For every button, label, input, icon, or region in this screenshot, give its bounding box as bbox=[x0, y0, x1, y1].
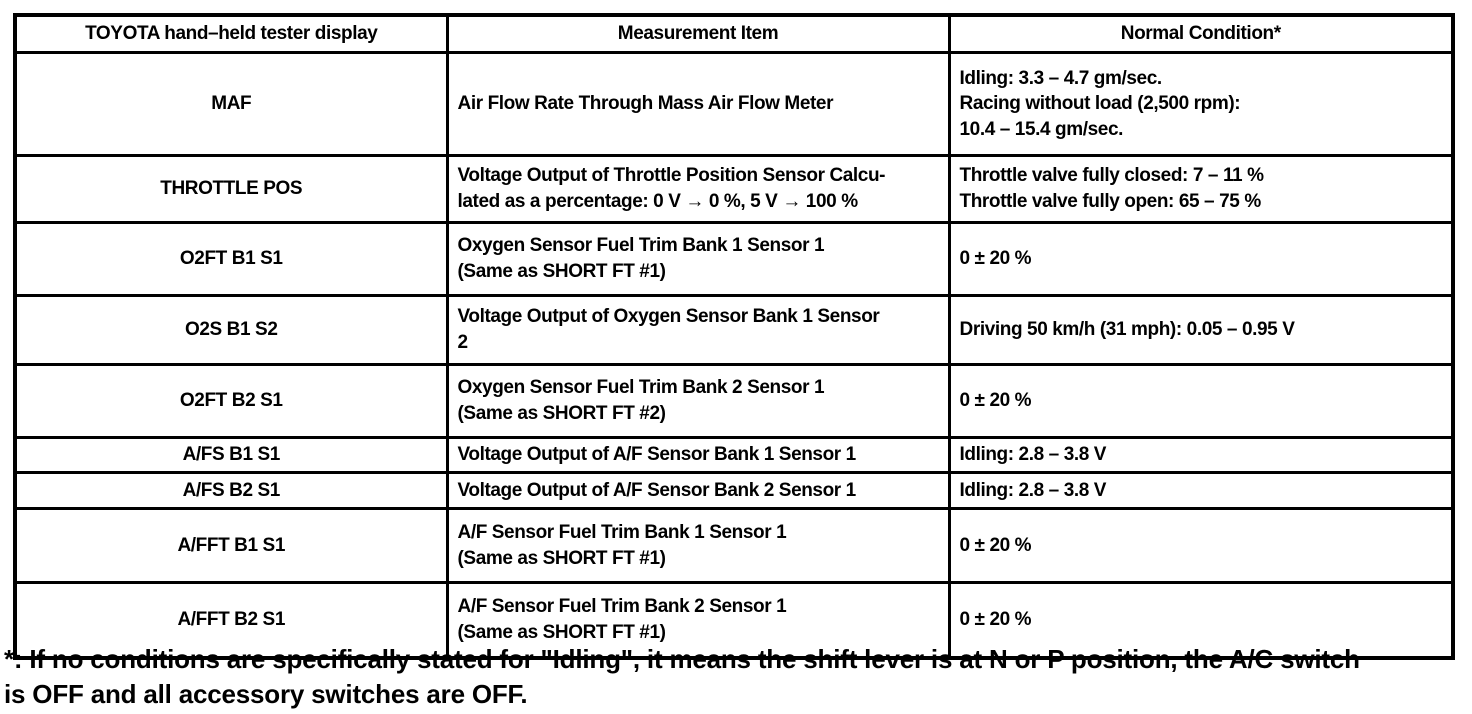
cell-text: 0 ± 20 % bbox=[959, 534, 1032, 556]
cell-text: MAF bbox=[211, 93, 252, 115]
table-row bbox=[15, 53, 1453, 156]
table-row bbox=[15, 223, 1453, 296]
cell-text: 2 bbox=[457, 332, 468, 353]
cell-text: (Same as SHORT FT #1) bbox=[457, 622, 666, 643]
cell-text: A/FS B1 S1 bbox=[182, 444, 280, 466]
table-row bbox=[15, 438, 1453, 473]
cell-text: lated as a percentage: 0 V → 0 %, 5 V → 100 % bbox=[457, 191, 858, 212]
cell-text: O2FT B1 S1 bbox=[179, 248, 283, 270]
tester-display-table bbox=[13, 13, 1455, 660]
cell-text: 0 ± 20 % bbox=[959, 609, 1032, 631]
cell-text: (Same as SHORT FT #2) bbox=[457, 403, 666, 424]
cell-text: A/FFT B2 S1 bbox=[177, 609, 285, 631]
cell-text: Voltage Output of Throttle Position Sensor Calcu- bbox=[457, 165, 886, 187]
cell-measurement-item bbox=[447, 296, 949, 365]
cell-text: A/F Sensor Fuel Trim Bank 1 Sensor 1 bbox=[457, 521, 787, 543]
header-tester-display: TOYOTA hand–held tester display bbox=[15, 15, 447, 53]
cell-text: Oxygen Sensor Fuel Trim Bank 1 Sensor 1 bbox=[457, 235, 825, 257]
cell-measurement-item bbox=[447, 53, 949, 156]
cell-normal-condition bbox=[949, 438, 1453, 473]
cell-text: O2FT B2 S1 bbox=[179, 390, 283, 412]
cell-normal-condition bbox=[949, 296, 1453, 365]
cell-text: Idling: 2.8 – 3.8 V bbox=[959, 444, 1107, 466]
footnote-line: is OFF and all accessory switches are OFF. bbox=[4, 679, 528, 710]
cell-measurement-item bbox=[447, 473, 949, 509]
table-row bbox=[15, 473, 1453, 509]
cell-text: Idling: 2.8 – 3.8 V bbox=[959, 479, 1107, 501]
cell-measurement-item bbox=[447, 509, 949, 583]
cell-measurement-item bbox=[447, 223, 949, 296]
cell-text: Idling: 3.3 – 4.7 gm/sec. bbox=[959, 67, 1162, 89]
cell-measurement-item bbox=[447, 438, 949, 473]
cell-tester-display bbox=[15, 365, 447, 438]
table-row bbox=[15, 365, 1453, 438]
header-normal-condition: Normal Condition* bbox=[949, 15, 1453, 53]
cell-tester-display bbox=[15, 473, 447, 509]
cell-text: Oxygen Sensor Fuel Trim Bank 2 Sensor 1 bbox=[457, 377, 825, 399]
cell-text: Throttle valve fully closed: 7 – 11 % bbox=[959, 165, 1264, 187]
table-row bbox=[15, 296, 1453, 365]
header-measurement-item: Measurement Item bbox=[447, 15, 949, 53]
cell-text: Voltage Output of A/F Sensor Bank 1 Sensor 1 bbox=[457, 444, 856, 466]
table-row bbox=[15, 156, 1453, 223]
cell-normal-condition bbox=[949, 365, 1453, 438]
cell-tester-display bbox=[15, 438, 447, 473]
cell-measurement-item bbox=[447, 156, 949, 223]
cell-text: (Same as SHORT FT #1) bbox=[457, 261, 666, 282]
cell-text: A/FFT B1 S1 bbox=[177, 534, 285, 556]
table-row bbox=[15, 509, 1453, 583]
cell-text: Driving 50 km/h (31 mph): 0.05 – 0.95 V bbox=[959, 319, 1295, 341]
cell-normal-condition bbox=[949, 509, 1453, 583]
cell-normal-condition bbox=[949, 473, 1453, 509]
table-header-row bbox=[15, 15, 1453, 53]
footnote-line: *: If no conditions are specifically stated for "Idling", it means the shift lever is at N or P position, the A/C switch bbox=[4, 644, 1360, 674]
cell-text: Voltage Output of Oxygen Sensor Bank 1 Sensor bbox=[457, 306, 880, 328]
cell-text: (Same as SHORT FT #1) bbox=[457, 547, 666, 569]
cell-text: 0 ± 20 % bbox=[959, 390, 1032, 412]
cell-text: Voltage Output of A/F Sensor Bank 2 Sensor 1 bbox=[457, 479, 856, 501]
cell-text: Racing without load (2,500 rpm): bbox=[959, 93, 1241, 115]
cell-tester-display bbox=[15, 296, 447, 365]
cell-text: Air Flow Rate Through Mass Air Flow Meter bbox=[457, 93, 834, 115]
cell-tester-display bbox=[15, 223, 447, 296]
cell-text: Throttle valve fully open: 65 – 75 % bbox=[959, 191, 1261, 212]
footnote bbox=[4, 642, 1468, 712]
cell-normal-condition bbox=[949, 53, 1453, 156]
cell-text: A/F Sensor Fuel Trim Bank 2 Sensor 1 bbox=[457, 596, 787, 618]
cell-tester-display bbox=[15, 509, 447, 583]
cell-normal-condition bbox=[949, 223, 1453, 296]
cell-text: O2S B1 S2 bbox=[184, 319, 278, 341]
cell-text: 10.4 – 15.4 gm/sec. bbox=[959, 118, 1124, 140]
cell-text: 0 ± 20 % bbox=[959, 248, 1032, 270]
cell-normal-condition bbox=[949, 156, 1453, 223]
cell-tester-display bbox=[15, 53, 447, 156]
cell-text: A/FS B2 S1 bbox=[182, 479, 280, 501]
cell-tester-display bbox=[15, 156, 447, 223]
cell-measurement-item bbox=[447, 365, 949, 438]
cell-text: THROTTLE POS bbox=[160, 178, 303, 200]
